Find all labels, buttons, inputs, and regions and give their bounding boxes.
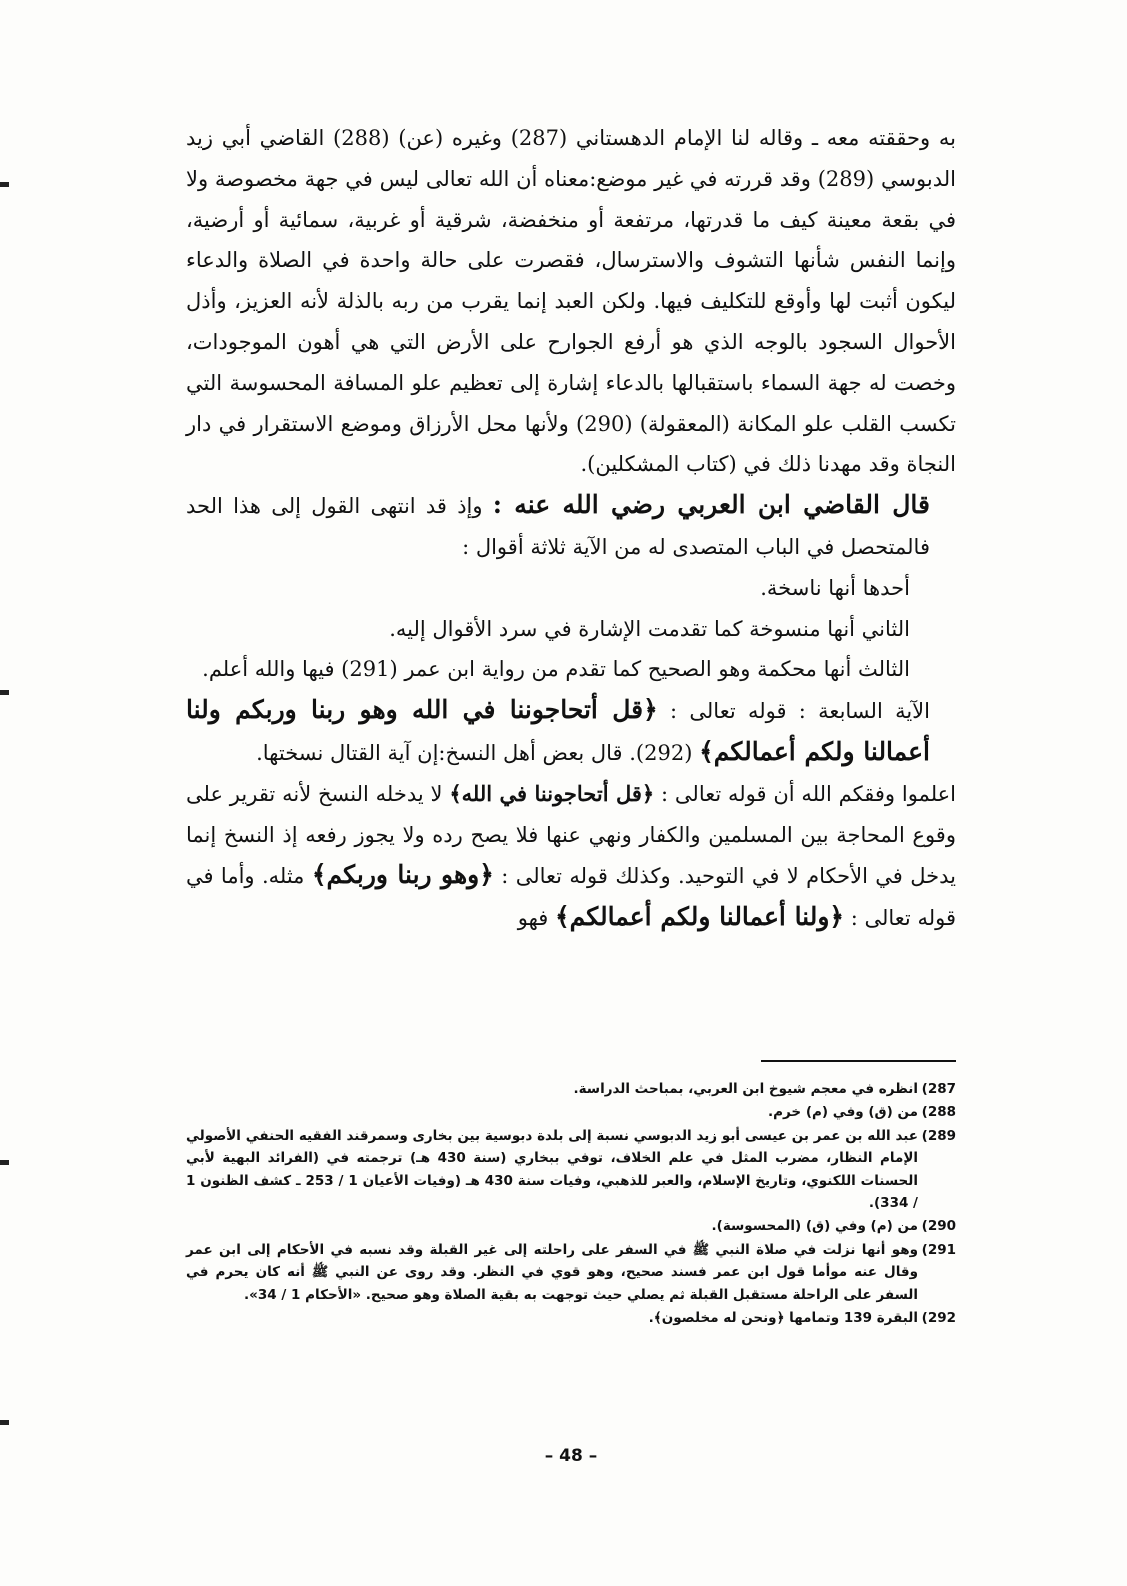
footnote-divider [761, 1060, 956, 1062]
footnote-number: 289) [921, 1127, 956, 1144]
footnote-number: 288) [921, 1104, 956, 1121]
paragraph-5-part-a: اعلموا وفقكم الله أن قوله تعالى : [654, 781, 957, 806]
paragraph-2-rest: وإذ قد انتهى القول إلى هذا الحد فالمتحصل في الباب المتصدى له من الآية ثلاثة أقوال : [186, 494, 930, 559]
footnote [186, 1125, 956, 1215]
list-item-3: الثالث أنها محكمة وهو الصحيح كما تقدم من رواية ابن عمر (291) فيها والله أعلم. [202, 657, 910, 682]
verse-7-heading: الآية السابعة : قوله تعالى : [657, 699, 930, 724]
footnote-text: من (م) وفي (ق) (المحسوسة). [711, 1218, 918, 1235]
page-number: – 48 – [544, 1446, 598, 1466]
paragraph-5-quote-3: ﴿ولنا أعمالنا ولكم أعمالكم﴾ [554, 902, 845, 932]
footnote-text: وهو أنها نزلت في صلاة النبي ﷺ في السفر على راحلته إلى غير القبلة وقد نسبه في الأحكام إلى ابن عمر وقال عنه موأما قول ابن عمر فسند صحيح، وهو قوي في النظر. وقد روى عن النبي ﷺ أنه كان يحرم في السفر على الراحلة مستقبل القبلة ثم يصلي حيث توجهت به بقية الصلاة وهو صحيح. «الأحكام 1 / 34». [186, 1241, 918, 1303]
verse-7-note: (292). قال بعض أهل النسخ:إن آية القتال نسختها. [256, 740, 700, 765]
footnote-text: من (ق) وفي (م) خرم. [768, 1104, 918, 1121]
paragraph-5-part-e: مثله. وأما في قوله تعالى : [186, 864, 956, 931]
paragraph-5 [186, 774, 956, 939]
document-page [186, 118, 956, 1558]
footnote [186, 1078, 956, 1100]
list-item-1: أحدها أنها ناسخة. [760, 575, 910, 600]
main-text [186, 118, 956, 939]
footnotes [186, 1078, 956, 1330]
paragraph-5-part-g: فهو [517, 906, 555, 931]
footnote [186, 1307, 956, 1329]
footnote [186, 1239, 956, 1306]
footnote-number: 287) [921, 1081, 956, 1097]
footnote-number: 290) [921, 1218, 956, 1235]
paragraph-2 [186, 485, 956, 568]
footnote-text: البقرة 139 وتمامها ﴿ونحن له مخلصون﴾. [648, 1310, 918, 1327]
footnote-number: 291) [921, 1241, 956, 1258]
paragraph-5-part-c: لا يدخله النسخ لأنه تقرير على وقوع المحاجة بين المسلمين والكفار ونهي عنها فلا يصح رده ولا يجوز رفعه إذ النسخ إنما يدخل في الأحكام لا في التوحيد. وكذلك قوله تعالى : [186, 781, 956, 889]
paragraph-5-quote-1: ﴿قل أتحاجوننا في الله﴾ [449, 780, 655, 806]
footnote-text: عبد الله بن عمر بن عيسى أبو زيد الدبوسي نسبة إلى بلدة دبوسية بين بخارى وسمرقند الفقيه الحنفي الأصولي الإمام النظار، مضرب المثل في علم الخلاف، توفي ببخاري (سنة 430 هـ) ترجمته في (الفرائد البهية لأبي الحسنات اللكنوي، وتاريخ الإسلام، والعبر للذهبي، وفيات سنة 430 هـ (وفيات الأعيان 1 / 253 ـ كشف الظنون 1 / 334). [186, 1127, 919, 1212]
paragraph-2-lead: قال القاضي ابن العربي رضي الله عنه : [492, 490, 930, 520]
paragraph-5-quote-2: ﴿وهو ربنا وربكم﴾ [311, 860, 494, 890]
scan-margin-mark [0, 182, 9, 187]
scan-margin-mark [0, 1160, 9, 1165]
verse-7-quote: ﴿قل أتحاجوننا في الله وهو ربنا وربكم ولنا أعمالنا ولكم أعمالكم﴾ [186, 695, 930, 766]
footnote [186, 1101, 956, 1123]
footnote-text: انظره في معجم شيوخ ابن العربي، بمباحث الدراسة. [573, 1081, 918, 1097]
footnote-number: 292) [921, 1310, 956, 1327]
list-item-2: الثاني أنها منسوخة كما تقدمت الإشارة في سرد الأقوال إليه. [389, 616, 910, 641]
scan-margin-mark [0, 1420, 9, 1425]
scan-margin-mark [0, 690, 9, 695]
paragraph-1: به وحققته معه ـ وقاله لنا الإمام الدهستاني (287) وغيره (عن) (288) القاضي أبي زيد الدبوسي (289) وقد قررته في غير موضع:معناه أن الله تعالى ليس في جهة مخصوصة ولا في بقعة معينة كيف ما قدرتها، مرتفعة أو منخفضة، شرقية أو غربية، سمائية أو أرضية، وإنما النفس شأنها التشوف والاسترسال، فقصرت على حالة واحدة في الصلاة والدعاء ليكون أثبت لها وأوقع للتكليف فيها. ولكن العبد إنما يقرب من ربه بالذلة لأنه العزيز، وأذل الأحوال السجود بالوجه الذي هو أرفع الجوارح على الأرض التي هي أهون الموجودات، وخصت له جهة السماء باستقبالها بالدعاء إشارة إلى تعظيم علو المسافة المحسوسة التي تكسب القلب علو المكانة (المعقولة) (290) ولأنها محل الأرزاق وموضع الاستقرار في دار النجاة وقد مهدنا ذلك في (كتاب المشكلين). [186, 126, 957, 477]
footnote [186, 1215, 956, 1237]
paragraph-verse-7 [186, 690, 956, 774]
